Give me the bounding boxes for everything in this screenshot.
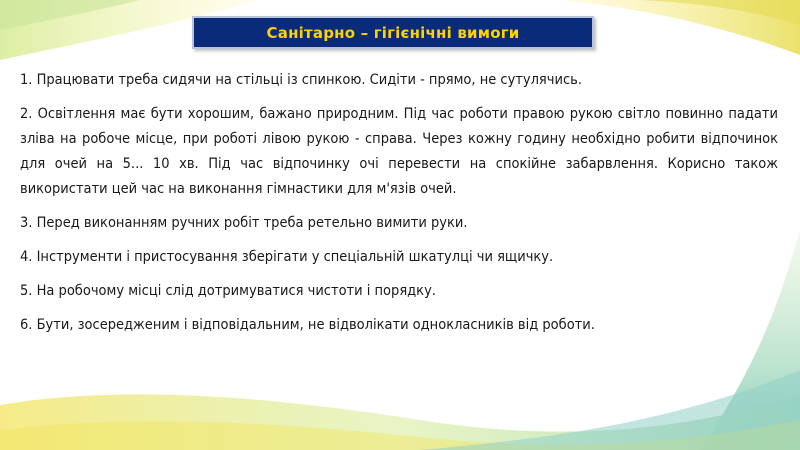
rules-list bbox=[20, 68, 778, 347]
rule-item-2: 2. Освітлення має бути хорошим, бажано природним. Під час роботи правою рукою світло повинно падати зліва на робоче місце, при роботі лівою рукою - справа. Через кожну годину необхідно робити відпочинок для очей на 5... 10 хв. Під час відпочинку очі перевести на спокійне забарвлення. Корисно також використати цей час на виконання гімнастики для м'язів очей. bbox=[20, 106, 778, 197]
rule-item-4: 4. Інструменти і пристосування зберігати у спеціальній шкатулці чи ящичку. bbox=[20, 249, 554, 265]
rule-item-6: 6. Бути, зосередженим і відповідальним, не відволікати однокласників від роботи. bbox=[20, 317, 595, 333]
title-banner bbox=[192, 16, 594, 49]
rule-item-3: 3. Перед виконанням ручних робіт треба ретельно вимити руки. bbox=[20, 215, 468, 231]
slide-title: Санітарно – гігієнічні вимоги bbox=[266, 23, 520, 42]
rule-item-5: 5. На робочому місці слід дотримуватися чистоти і порядку. bbox=[20, 283, 436, 299]
rule-item-1: 1. Працювати треба сидячи на стільці із спинкою. Сидіти - прямо, не сутулячись. bbox=[20, 72, 582, 88]
